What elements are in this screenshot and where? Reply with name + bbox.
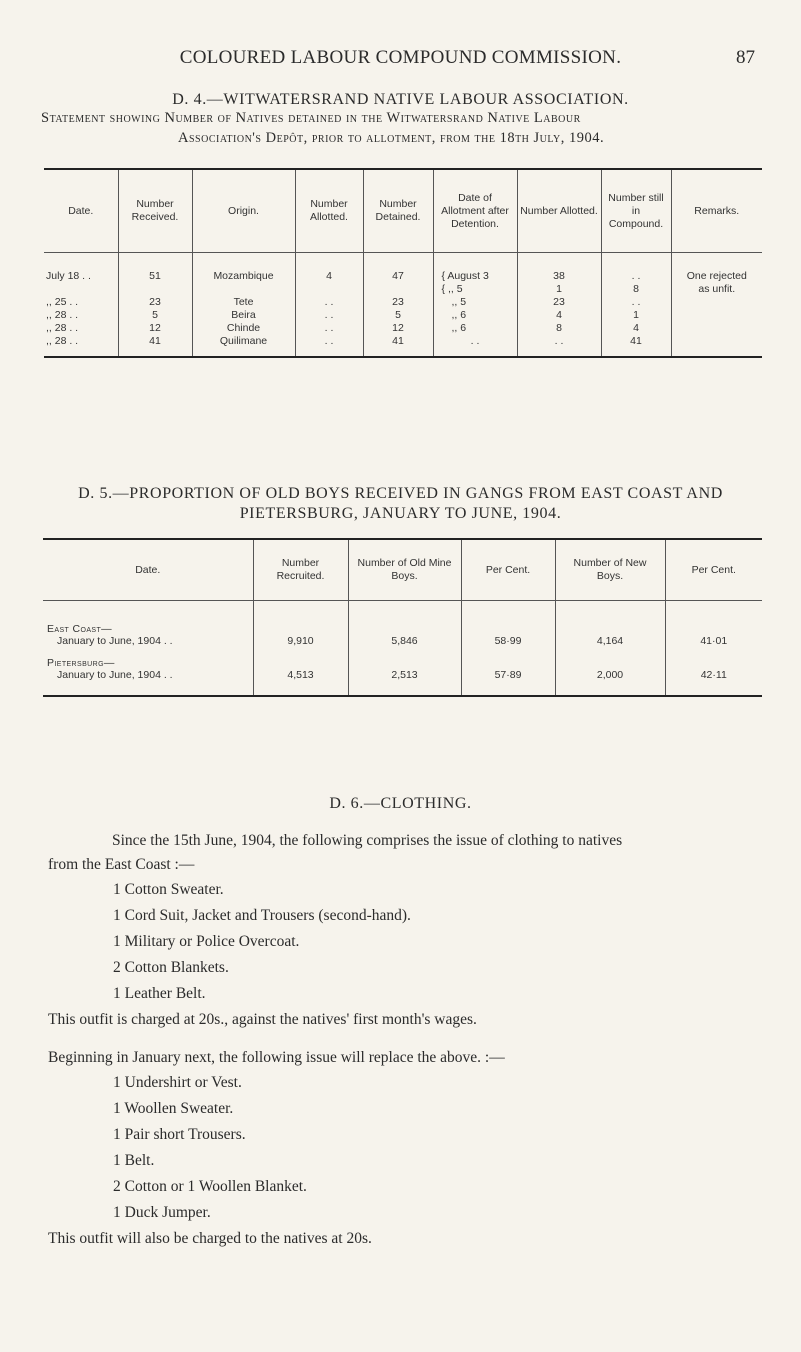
- table-row: [44, 253, 762, 284]
- cell-origin: Chinde: [192, 322, 295, 335]
- cell-allotted: 4: [295, 253, 363, 284]
- cell-allotted: . .: [295, 322, 363, 335]
- cell-detained: [363, 283, 433, 296]
- table-row: [44, 322, 762, 335]
- cell-still: 41: [601, 335, 671, 357]
- cell-pct-new: 41·01: [665, 601, 762, 648]
- d6-intro-line1: Since the 15th June, 1904, the following comprises the issue of clothing to natives: [112, 832, 623, 849]
- d6-heading: D. 6.—CLOTHING.: [329, 795, 472, 812]
- col-number-allotted: Number Allotted.: [295, 169, 363, 253]
- table-row: [44, 296, 762, 309]
- d4-heading: D. 4.—WITWATERSRAND NATIVE LABOUR ASSOCIATION.: [172, 91, 629, 108]
- table-row: [43, 647, 762, 696]
- cell-allotted-2: . .: [517, 335, 601, 357]
- cell-received: 5: [118, 309, 192, 322]
- cell-still: . .: [601, 296, 671, 309]
- d5-header-row: [43, 539, 762, 601]
- col-origin: Origin.: [192, 169, 295, 253]
- cell-origin: Beira: [192, 309, 295, 322]
- col-new-boys: Number of New Boys.: [555, 539, 665, 601]
- cell-allot-date: ,, 5: [433, 296, 517, 309]
- cell-detained: 12: [363, 322, 433, 335]
- group-label: East Coast—: [47, 623, 113, 635]
- cell-allot-date: { August 3: [433, 253, 517, 284]
- cell-received: 12: [118, 322, 192, 335]
- d6-charge-1: This outfit is charged at 20s., against the natives' first month's wages.: [48, 1011, 477, 1028]
- cell-pct-old: 57·89: [461, 647, 555, 696]
- cell-recruited: 4,513: [253, 647, 348, 696]
- cell-origin: Tete: [192, 296, 295, 309]
- d4-table: [44, 168, 762, 358]
- col-number-received: Number Received.: [118, 169, 192, 253]
- table-row: [43, 601, 762, 648]
- list-item: 1 Pair short Trousers.: [113, 1126, 246, 1143]
- cell-received: [118, 283, 192, 296]
- cell-allotted: . .: [295, 335, 363, 357]
- d6-charge-2: This outfit will also be charged to the natives at 20s.: [48, 1230, 372, 1247]
- list-item: 1 Cotton Sweater.: [113, 881, 224, 898]
- cell-old: 2,513: [348, 647, 461, 696]
- col-number-allotted-2: Number Allotted.: [517, 169, 601, 253]
- cell-date: July 18 . .: [46, 270, 91, 282]
- cell-still: 1: [601, 309, 671, 322]
- cell-remarks: [671, 322, 762, 335]
- d4-statement-line2: Association's Depôt, prior to allotment, from the 18th July, 1904.: [178, 130, 605, 146]
- list-item: 1 Military or Police Overcoat.: [113, 933, 300, 950]
- cell-pct-new: 42·11: [665, 647, 762, 696]
- list-item: 2 Cotton Blankets.: [113, 959, 229, 976]
- cell-detained: 5: [363, 309, 433, 322]
- table-row: [44, 309, 762, 322]
- cell-allotted: . .: [295, 296, 363, 309]
- d6-intro-2: Beginning in January next, the following issue will replace the above. :—: [48, 1049, 505, 1066]
- col-old-mine-boys: Number of Old Mine Boys.: [348, 539, 461, 601]
- group-label: Pietersburg—: [47, 657, 115, 669]
- list-item: 1 Woollen Sweater.: [113, 1100, 234, 1117]
- d5-heading-line2: PIETERSBURG, JANUARY TO JUNE, 1904.: [239, 505, 562, 522]
- table-row: [44, 283, 762, 296]
- brace-glyph: {: [441, 270, 448, 282]
- cell-allotted: . .: [295, 309, 363, 322]
- cell-old: 5,846: [348, 601, 461, 648]
- cell-date: ,, 28 . .: [44, 335, 118, 357]
- cell-received: 41: [118, 335, 192, 357]
- cell-date: ,, 28 . .: [46, 309, 79, 321]
- d6-intro-line2: from the East Coast :—: [48, 856, 195, 873]
- col-date: Date.: [43, 539, 253, 601]
- d5-heading-line1: D. 5.—PROPORTION OF OLD BOYS RECEIVED IN GANGS FROM EAST COAST AND: [78, 485, 723, 502]
- cell-new: 2,000: [555, 647, 665, 696]
- cell-origin: Mozambique: [192, 253, 295, 284]
- cell-date: ,, 28 . .: [46, 322, 79, 334]
- d4-statement-line1: Statement showing Number of Natives detained in the Witwatersrand Native Labour: [41, 110, 581, 126]
- cell-date: [43, 647, 253, 696]
- cell-received: 23: [118, 296, 192, 309]
- period-label: January to June, 1904 . .: [57, 669, 173, 681]
- cell-date: [44, 283, 118, 296]
- col-remarks: Remarks.: [671, 169, 762, 253]
- cell-remarks: [671, 309, 762, 322]
- cell-detained: 41: [363, 335, 433, 357]
- list-item: 1 Leather Belt.: [113, 985, 206, 1002]
- cell-remarks: [671, 296, 762, 309]
- col-number-recruited: Number Recruited.: [253, 539, 348, 601]
- list-item: 1 Cord Suit, Jacket and Trousers (second-hand).: [113, 907, 411, 924]
- col-number-still: Number still in Compound.: [601, 169, 671, 253]
- col-per-cent-new: Per Cent.: [665, 539, 762, 601]
- running-title: COLOURED LABOUR COMPOUND COMMISSION.: [179, 47, 622, 68]
- cell-origin: [192, 283, 295, 296]
- cell-allot-date: . .: [433, 335, 517, 357]
- col-per-cent-old: Per Cent.: [461, 539, 555, 601]
- cell-received: 51: [118, 253, 192, 284]
- cell-still: 8: [601, 283, 671, 296]
- cell-new: 4,164: [555, 601, 665, 648]
- col-number-detained: Number Detained.: [363, 169, 433, 253]
- list-item: 1 Duck Jumper.: [113, 1204, 211, 1221]
- cell-date: ,, 25 . .: [46, 296, 79, 308]
- period-label: January to June, 1904 . .: [57, 635, 173, 647]
- col-date: Date.: [44, 169, 118, 253]
- col-date-of-allotment: Date of Allotment after Detention.: [433, 169, 517, 253]
- cell-detained: 47: [363, 253, 433, 284]
- brace-glyph: {: [441, 283, 448, 295]
- cell-still: . .: [601, 253, 671, 284]
- list-item: 1 Undershirt or Vest.: [113, 1074, 242, 1091]
- cell-allot-date: ,, 6: [433, 309, 517, 322]
- cell-allotted-2: 23: [517, 296, 601, 309]
- list-item: 2 Cotton or 1 Woollen Blanket.: [113, 1178, 307, 1195]
- cell-still: 4: [601, 322, 671, 335]
- cell-date: [43, 601, 253, 648]
- cell-recruited: 9,910: [253, 601, 348, 648]
- cell-allot-date: ,, 6: [433, 322, 517, 335]
- cell-allotted: [295, 283, 363, 296]
- cell-pct-old: 58·99: [461, 601, 555, 648]
- cell-allotted-2: 8: [517, 322, 601, 335]
- d5-table: [43, 538, 762, 697]
- cell-remarks: [671, 335, 762, 357]
- table-row: [44, 335, 762, 357]
- cell-detained: 23: [363, 296, 433, 309]
- cell-remarks: One rejected: [671, 253, 762, 284]
- cell-origin: Quilimane: [192, 335, 295, 357]
- cell-allotted-2: 1: [517, 283, 601, 296]
- cell-allot-date: { ,, 5: [433, 283, 517, 296]
- cell-remarks: as unfit.: [671, 283, 762, 296]
- cell-allotted-2: 4: [517, 309, 601, 322]
- d4-header-row: [44, 169, 762, 253]
- list-item: 1 Belt.: [113, 1152, 155, 1169]
- cell-allotted-2: 38: [517, 253, 601, 284]
- page-number: 87: [736, 47, 755, 68]
